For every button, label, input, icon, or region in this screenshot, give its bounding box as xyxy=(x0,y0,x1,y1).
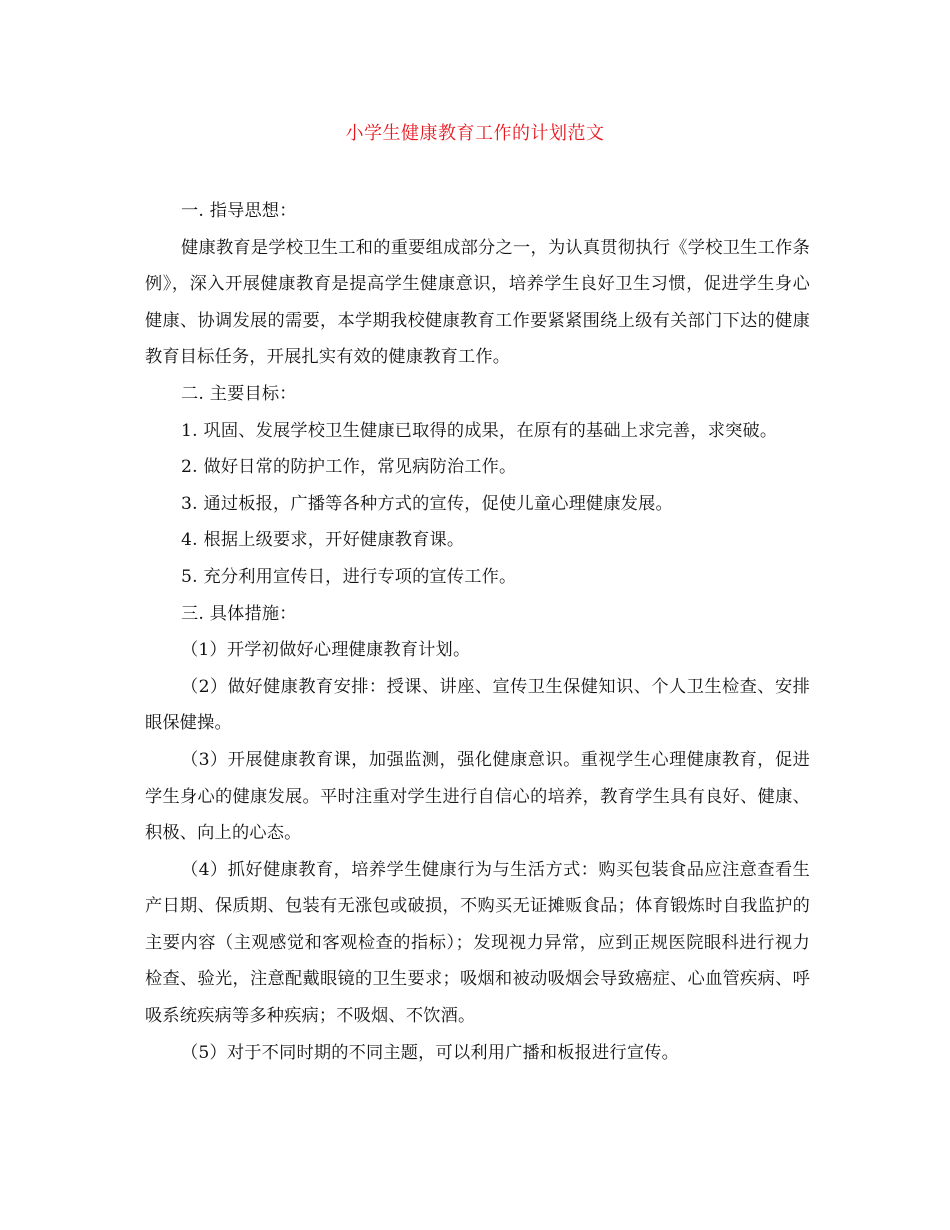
measure-item-1: （1）开学初做好心理健康教育计划。 xyxy=(181,640,471,661)
measure-item-3: （3）开展健康教育课，加强监测，强化健康意识。重视学生心理健康教育，促进学生身心的健康发展。平时注重对学生进行自信心的培养，教育学生具有良好、健康、积极、向上的心态。 xyxy=(145,749,810,844)
measure-item-5: （5）对于不同时期的不同主题，可以利用广播和板报进行宣传。 xyxy=(181,1042,679,1063)
heading-guiding-thought: 一. 指导思想： xyxy=(181,201,297,221)
paragraph-guiding-thought: 健康教育是学校卫生工和的重要组成部分之一，为认真贯彻执行《学校卫生工作条例》，深入开展健康教育是提高学生健康意识，培养学生良好卫生习惯，促进学生身心健康、协调发展的需要，本学期我校健康教育工作要紧紧围绕上级有关部门下达的健康教育目标任务，开展扎实有效的健康教育工作。 xyxy=(145,237,810,368)
heading-specific-measures: 三. 具体措施： xyxy=(181,603,297,624)
goal-item-1: 1. 巩固、发展学校卫生健康已取得的成果，在原有的基础上求完善，求突破。 xyxy=(181,420,778,441)
document-title: 小学生健康教育工作的计划范文 xyxy=(345,123,605,144)
goal-item-5: 5. 充分利用宣传日，进行专项的宣传工作。 xyxy=(181,566,517,587)
goal-item-4: 4. 根据上级要求，开好健康教育课。 xyxy=(181,530,465,551)
measure-item-2: （2）做好健康教育安排：授课、讲座、宣传卫生保健知识、个人卫生检查、安排眼保健操。 xyxy=(145,676,810,734)
goal-item-3: 3. 通过板报，广播等各种方式的宣传，促使儿童心理健康发展。 xyxy=(181,493,673,514)
measure-item-4: （4）抓好健康教育，培养学生健康行为与生活方式：购买包装食品应注意查看生产日期、保质期、包装有无涨包或破损，不购买无证摊贩食品；体育锻炼时自我监护的主要内容（主观感觉和客观检查的指标）；发现视力异常，应到正规医院眼科进行视力检查、验光，注意配戴眼镜的卫生要求；吸烟和被动吸烟会导致癌症、心血管疾病、呼吸系统疾病等多种疾病；不吸烟、不饮酒。 xyxy=(145,859,810,1027)
heading-main-goals: 二. 主要目标： xyxy=(181,383,297,404)
document-body xyxy=(145,193,810,1071)
goal-item-2: 2. 做好日常的防护工作，常见病防治工作。 xyxy=(181,457,517,478)
